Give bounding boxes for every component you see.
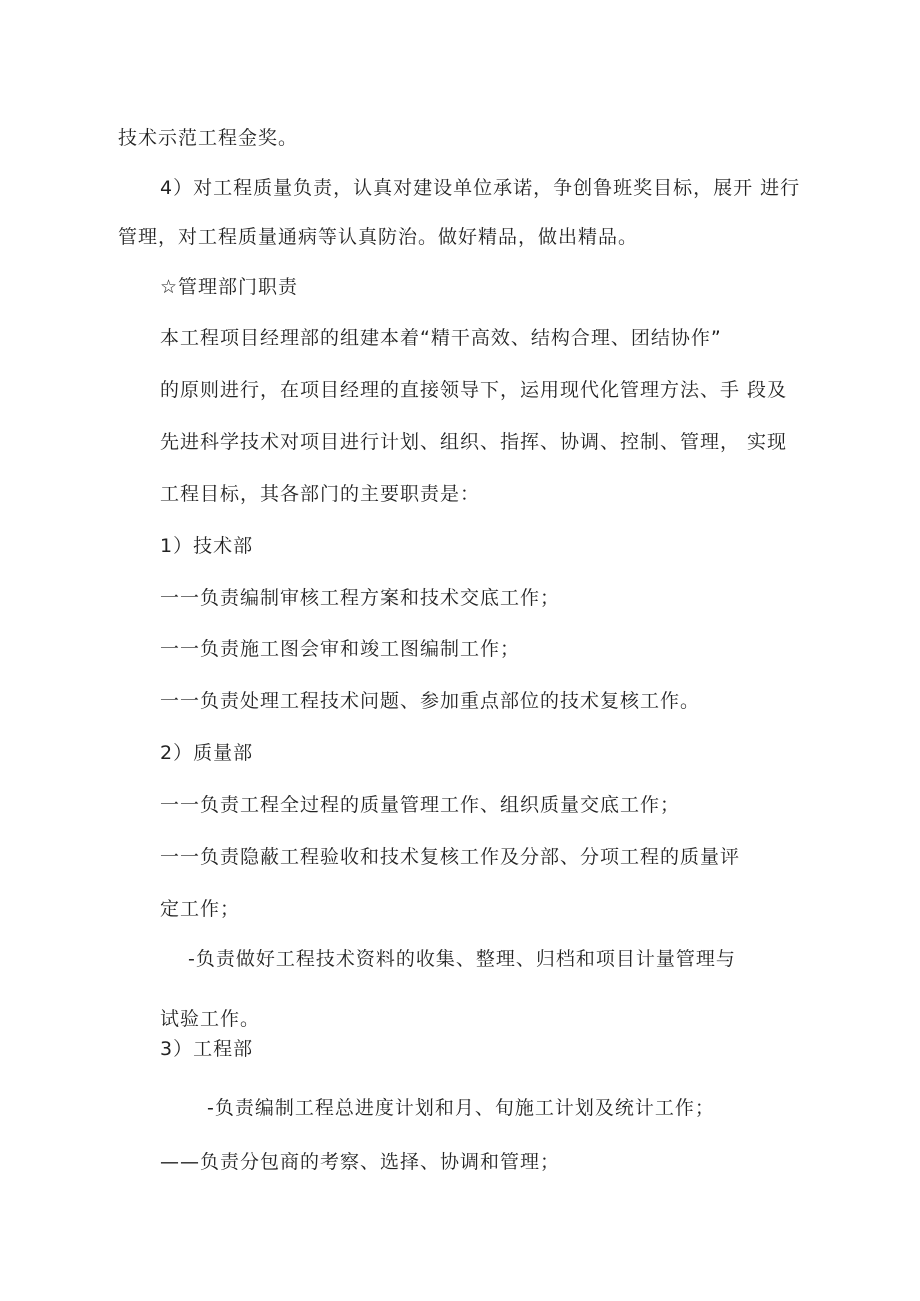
text-line-8: 工程目标，其各部门的主要职责是：: [160, 483, 481, 505]
section-heading: ☆管理部门职责: [160, 276, 299, 298]
text-line-6: 的原则进行，在项目经理的直接领导下，运用现代化管理方法、手 段及: [160, 379, 788, 401]
subheading-engineering-dept: 3）工程部: [160, 1038, 254, 1060]
text-line-1: 技术示范工程金奖。: [118, 127, 299, 149]
text-line-5: 本工程项目经理部的组建本着“精干高效、结构合理、团结协作”: [160, 327, 722, 349]
text-line-15: 一一负责隐蔽工程验收和技术复核工作及分部、分项工程的质量评: [160, 846, 741, 868]
subheading-quality-dept: 2）质量部: [160, 742, 254, 764]
text-line-12: 一一负责处理工程技术问题、参加重点部位的技术复核工作。: [160, 690, 701, 712]
text-line-21: ——负责分包商的考察、选择、协调和管理；: [160, 1151, 561, 1173]
text-line-17: -负责做好工程技术资料的收集、整理、归档和项目计量管理与: [188, 948, 736, 970]
text-line-14: 一一负责工程全过程的质量管理工作、组织质量交底工作；: [160, 794, 681, 816]
subheading-tech-dept: 1）技术部: [160, 535, 254, 557]
text-line-3: 管理，对工程质量通病等认真防治。做好精品，做出精品。: [118, 226, 639, 248]
text-line-7: 先进科学技术对项目进行计划、组织、指挥、协调、控制、管理， 实现: [160, 431, 788, 453]
text-line-2: 4）对工程质量负责，认真对建设单位承诺，争创鲁班奖目标，展开 进行: [160, 177, 801, 199]
text-line-10: 一一负责编制审核工程方案和技术交底工作；: [160, 587, 561, 609]
text-line-16: 定工作；: [160, 898, 241, 920]
text-line-20: -负责编制工程总进度计划和月、旬施工计划及统计工作；: [207, 1097, 715, 1119]
text-line-18: 试验工作。: [160, 1008, 261, 1030]
text-line-11: 一一负责施工图会审和竣工图编制工作；: [160, 638, 521, 660]
